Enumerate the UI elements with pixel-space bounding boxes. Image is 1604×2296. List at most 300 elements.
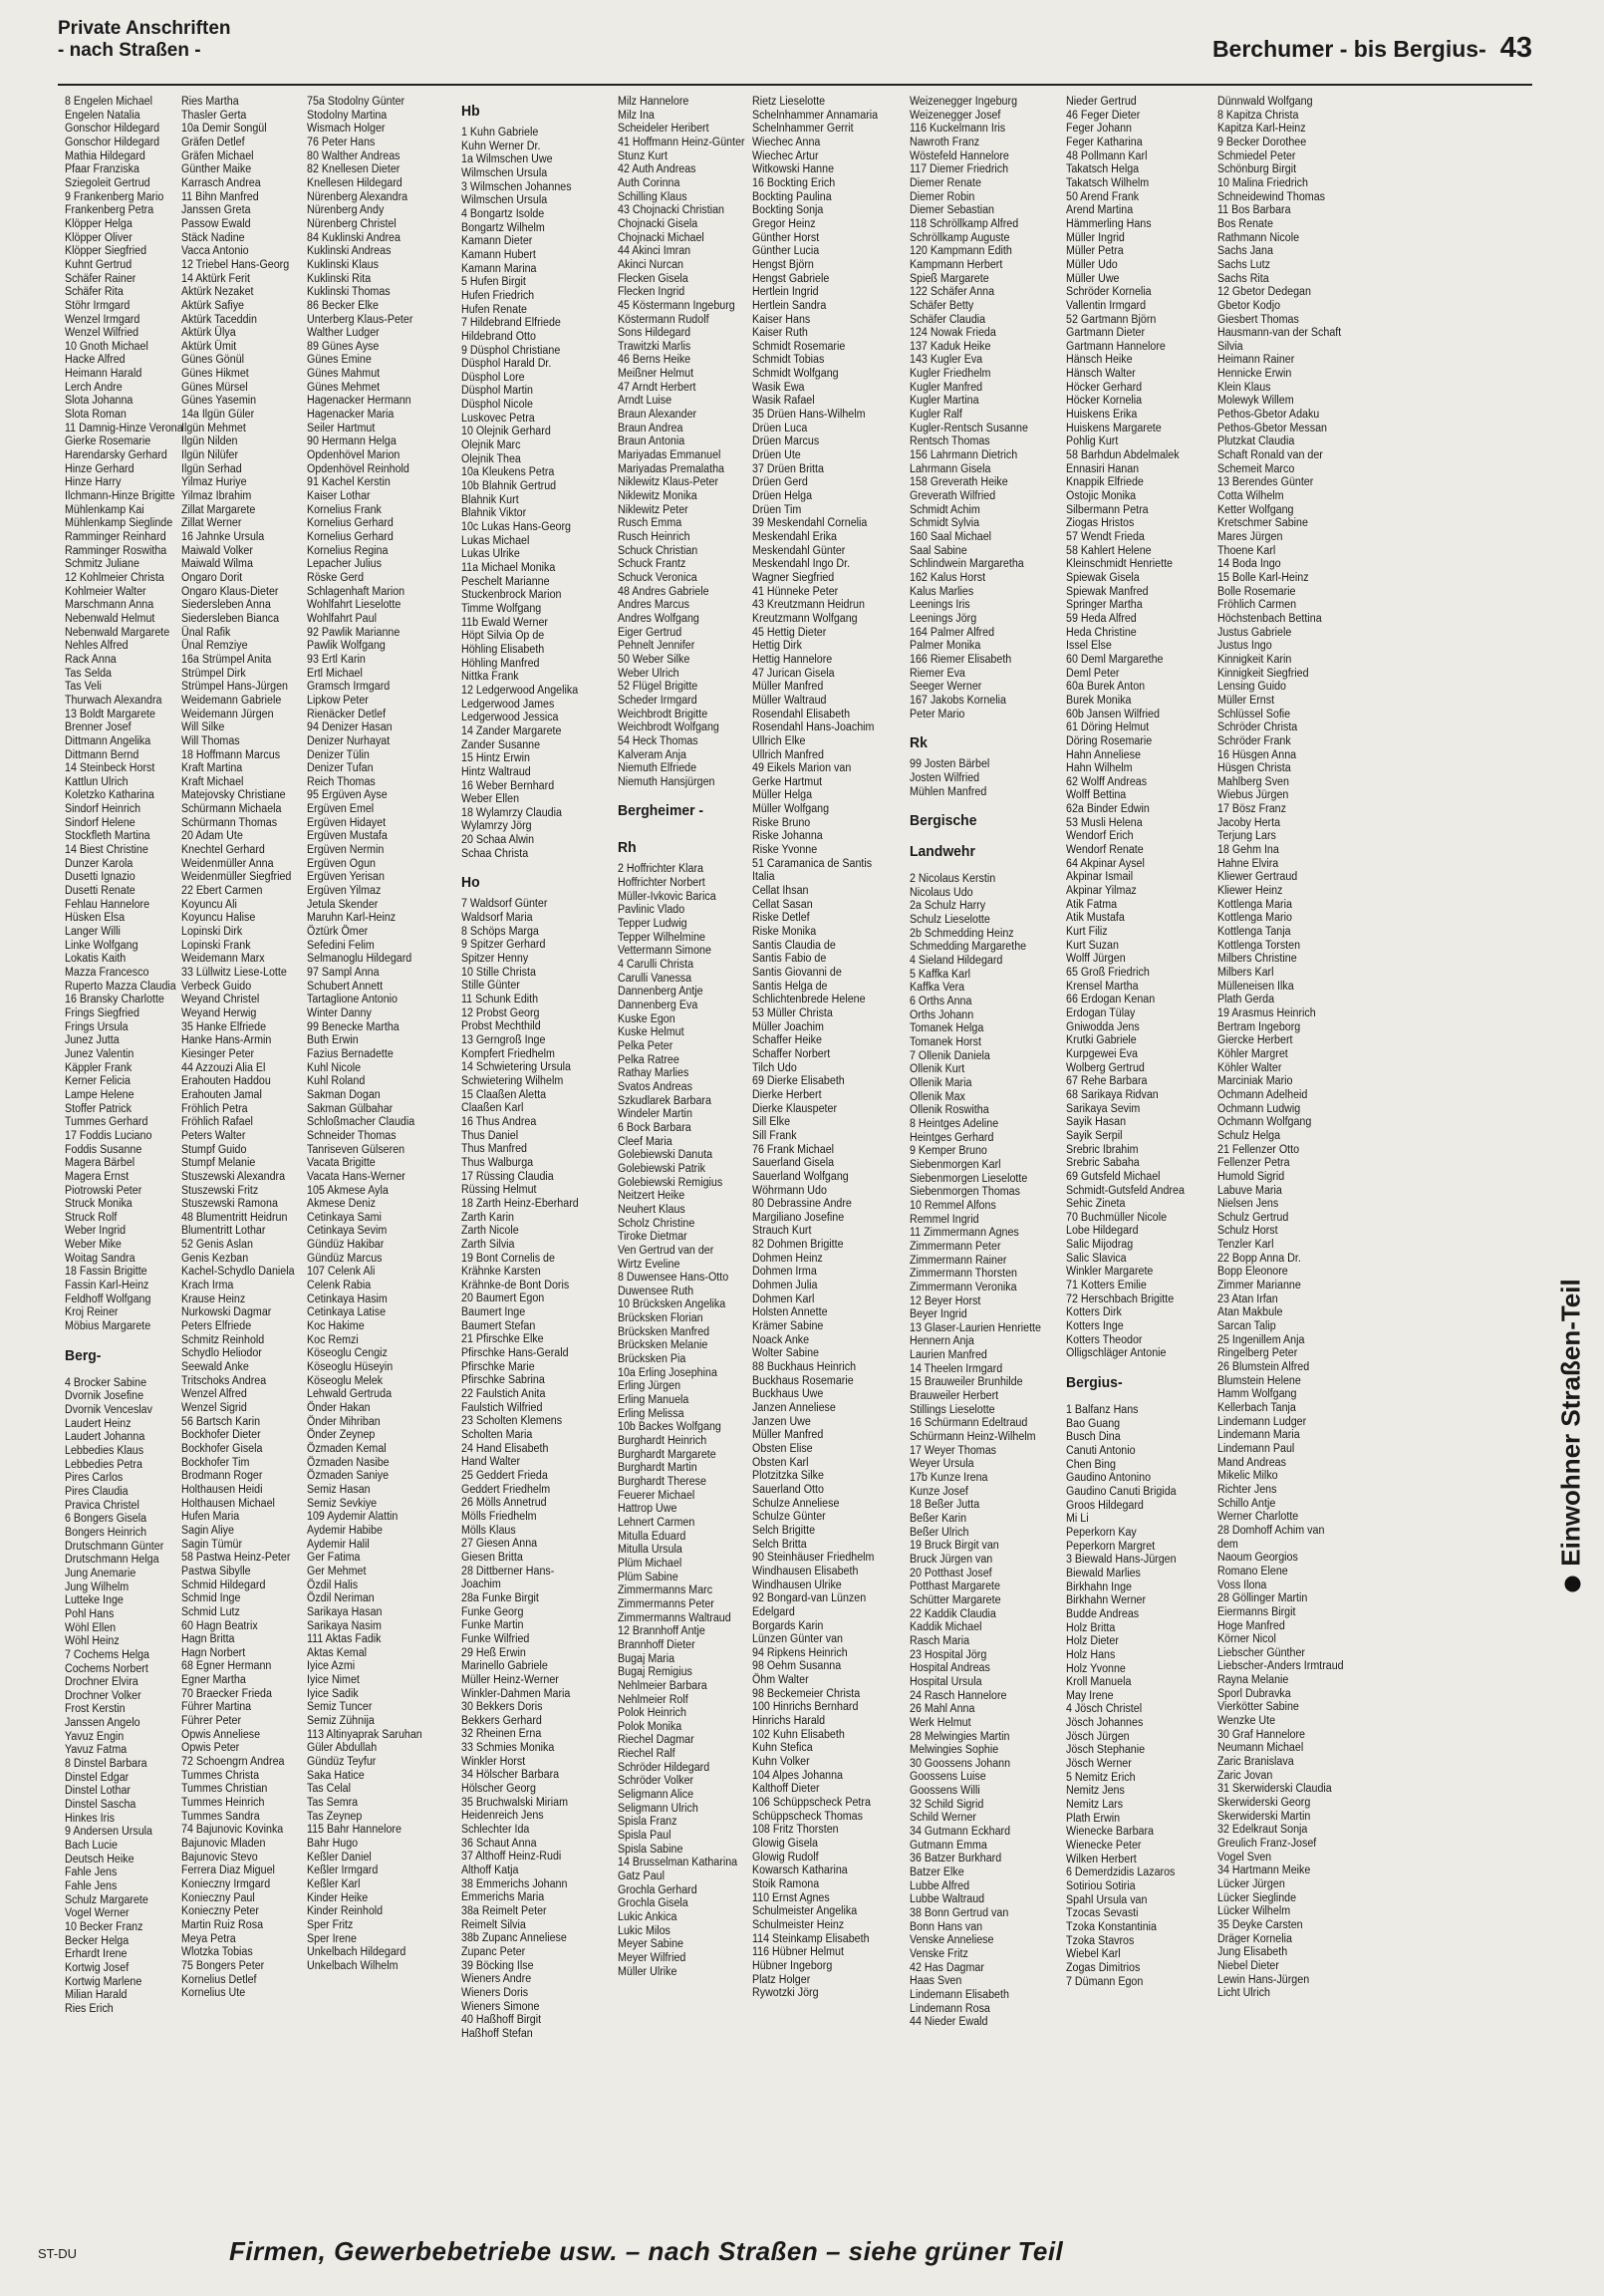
resident-entry: Kachel-Schydlo Daniela <box>181 1266 295 1279</box>
resident-entry: Labuve Maria <box>1217 1184 1282 1197</box>
resident-entry: Baumert Inge <box>461 1306 526 1319</box>
resident-entry: 162 Kalus Horst <box>910 571 986 584</box>
resident-entry: Atik Fatma <box>1066 898 1118 911</box>
resident-entry: Kattlun Ulrich <box>65 775 129 788</box>
resident-entry: 14 Steinbeck Horst <box>65 762 155 775</box>
resident-entry: Aydemir Habibe <box>307 1524 383 1537</box>
resident-entry: Kleinschmidt Henriette <box>1066 558 1174 571</box>
resident-entry: Drutschmann Helga <box>65 1554 159 1567</box>
resident-entry: 2b Schmedding Heinz <box>910 927 1014 940</box>
resident-entry: 35 Hanke Elfriede <box>181 1020 267 1033</box>
resident-entry: Dünnwald Wolfgang <box>1217 96 1313 108</box>
resident-entry: 116 Kuckelmann Iris <box>910 123 1006 136</box>
resident-entry: Feger Johann <box>1066 123 1133 136</box>
resident-entry: Tanriseven Gülseren <box>307 1143 405 1156</box>
resident-entry: Milian Harald <box>65 1989 128 2002</box>
resident-entry: Maiwald Wilma <box>181 558 253 571</box>
resident-entry: Lücker Wilhelm <box>1217 1905 1291 1918</box>
resident-entry: 11 Bos Barbara <box>1217 204 1291 217</box>
resident-entry: 6 Orths Anna <box>910 996 972 1008</box>
street-heading: Rk <box>910 734 928 752</box>
resident-entry: Kellerbach Tanja <box>1217 1402 1296 1414</box>
resident-entry: Zimmermann Peter <box>910 1240 1001 1253</box>
resident-entry: Holthausen Michael <box>181 1497 275 1510</box>
resident-entry: Kraft Martina <box>181 762 243 775</box>
resident-entry: 13 Boldt Margarete <box>65 708 155 720</box>
resident-entry: Margiliano Josefine <box>752 1211 845 1224</box>
resident-entry: 48 Andres Gabriele <box>618 585 709 598</box>
resident-entry: Tas Semra <box>307 1797 359 1810</box>
resident-entry: Frings Siegfried <box>65 1006 139 1019</box>
resident-entry: Sachs Jana <box>1217 245 1273 258</box>
resident-entry: Thurwach Alexandra <box>65 694 162 707</box>
resident-entry: Plutzkat Claudia <box>1217 435 1295 448</box>
resident-entry: Siebenmorgen Thomas <box>910 1186 1020 1199</box>
resident-entry: 5 Nemitz Erich <box>1066 1771 1136 1784</box>
resident-entry: Kowarsch Katharina <box>752 1865 848 1877</box>
resident-entry: Bolle Rosemarie <box>1217 585 1296 598</box>
resident-entry: 11b Ewald Werner <box>461 616 548 629</box>
resident-entry: 9 Spitzer Gerhard <box>461 939 546 952</box>
resident-entry: Meskendahl Günter <box>752 544 846 557</box>
resident-entry: Tzoka Konstantinia <box>1066 1920 1157 1933</box>
resident-entry: Feuerer Michael <box>618 1489 695 1502</box>
resident-entry: Jung Wilhelm <box>65 1580 130 1593</box>
resident-entry: Mariyadas Premalatha <box>618 462 725 475</box>
resident-entry: Semiz Hasan <box>307 1483 371 1496</box>
resident-entry: 13 Berendes Günter <box>1217 476 1314 489</box>
resident-entry: Selch Britta <box>752 1538 807 1551</box>
street-heading: Rh <box>618 839 637 857</box>
resident-entry: Giesbert Thomas <box>1217 313 1299 326</box>
resident-entry: Nehles Alfred <box>65 640 129 653</box>
resident-entry: 34 Hölscher Barbara <box>461 1769 560 1782</box>
resident-entry: Vacata Brigitte <box>307 1157 376 1170</box>
resident-entry: Bugaj Remigius <box>618 1666 692 1679</box>
resident-entry: Schröder Hildegard <box>618 1761 710 1774</box>
resident-entry: Matejovsky Christiane <box>181 789 286 802</box>
resident-entry: Ledgerwood James <box>461 698 555 711</box>
resident-entry: Orths Johann <box>910 1008 974 1021</box>
resident-entry: Seiler Hartmut <box>307 422 376 434</box>
resident-entry: Svatos Andreas <box>618 1080 692 1093</box>
resident-entry: Hengst Gabriele <box>752 272 830 285</box>
resident-entry: Sarikaya Hasan <box>307 1605 383 1618</box>
resident-entry: Zimmer Marianne <box>1217 1280 1301 1292</box>
resident-entry: Rienäcker Detlef <box>307 708 387 720</box>
resident-entry: 18 Hoffmann Marcus <box>181 748 281 761</box>
resident-entry: Dinstel Lothar <box>65 1785 132 1798</box>
resident-entry: Santis Fabio de <box>752 953 827 966</box>
resident-entry: 34 Hartmann Meike <box>1217 1865 1311 1877</box>
resident-entry: Scholten Maria <box>461 1429 533 1442</box>
resident-entry: 33 Schmies Monika <box>461 1742 555 1755</box>
resident-entry: Tummes Heinrich <box>181 1797 265 1810</box>
resident-entry: Jösch Jürgen <box>1066 1730 1130 1743</box>
resident-entry: Vacca Antonio <box>181 245 249 258</box>
resident-entry: Tummes Sandra <box>181 1810 260 1823</box>
resident-entry: 42 Has Dagmar <box>910 1961 984 1974</box>
resident-entry: Wienecke Peter <box>1066 1840 1142 1853</box>
resident-entry: Zillat Werner <box>181 517 242 530</box>
resident-entry: 14 Theelen Irmgard <box>910 1362 1003 1375</box>
resident-entry: Klöpper Siegfried <box>65 245 147 258</box>
resident-entry: 9 Frankenberg Mario <box>65 190 164 203</box>
resident-entry: Brücksken Melanie <box>618 1339 708 1352</box>
resident-entry: Gräfen Detlef <box>181 136 245 148</box>
resident-entry: Kalthoff Dieter <box>752 1783 820 1796</box>
resident-entry: Kotters Dirk <box>1066 1306 1122 1319</box>
resident-entry: 29 Heß Erwin <box>461 1646 526 1659</box>
resident-entry: Hübner Ingeborg <box>752 1959 833 1972</box>
resident-entry: Chojnacki Gisela <box>618 217 698 230</box>
resident-entry: Stumpf Melanie <box>181 1157 256 1170</box>
resident-entry: Sakman Gülbahar <box>307 1102 394 1115</box>
resident-entry: Gniwodda Jens <box>1066 1020 1140 1033</box>
resident-entry: 94 Ripkens Heinrich <box>752 1646 848 1659</box>
resident-entry: Walther Ludger <box>307 327 380 340</box>
resident-entry: 76 Peter Hans <box>307 136 376 148</box>
resident-entry: Janssen Greta <box>181 204 251 217</box>
resident-entry: 18 Fassin Brigitte <box>65 1266 147 1279</box>
resident-entry: Lehnert Carmen <box>618 1516 695 1529</box>
resident-entry: 10 Becker Franz <box>65 1920 143 1933</box>
resident-entry: Niemuth Elfriede <box>618 762 697 775</box>
resident-entry: 19 Arasmus Heinrich <box>1217 1006 1316 1019</box>
resident-entry: Golebiewski Patrik <box>618 1162 705 1175</box>
resident-entry: Hinze Gerhard <box>65 462 134 475</box>
resident-entry: Köhler Margret <box>1217 1047 1288 1060</box>
resident-entry: Semiz Sevkiye <box>307 1497 378 1510</box>
resident-entry: Bockting Sonja <box>752 204 824 217</box>
resident-entry: Scheder Irmgard <box>618 694 697 707</box>
resident-entry: 10 Remmel Alfons <box>910 1199 996 1212</box>
resident-entry: Hoffrichter Norbert <box>618 877 705 890</box>
resident-entry: Kuklinski Andreas <box>307 245 392 258</box>
resident-entry: 12 Brannhoff Antje <box>618 1625 705 1638</box>
resident-entry: Bach Lucie <box>65 1840 118 1853</box>
resident-entry: Koc Hakime <box>307 1320 365 1333</box>
resident-entry: 11 Schunk Edith <box>461 994 539 1006</box>
resident-entry: Engelen Natalia <box>65 109 140 122</box>
resident-entry: Neumann Michael <box>1217 1742 1304 1755</box>
resident-entry: Kraft Michael <box>181 775 244 788</box>
resident-entry: Schmidt Tobias <box>752 354 825 367</box>
resident-entry: 100 Hinrichs Bernhard <box>752 1701 859 1714</box>
resident-entry: Spitzer Henny <box>461 953 529 966</box>
resident-entry: Sons Hildegard <box>618 327 691 340</box>
resident-entry: Huiskens Margarete <box>1066 422 1162 434</box>
resident-entry: 22 Ebert Carmen <box>181 885 263 898</box>
resident-entry: Spahl Ursula van <box>1066 1893 1148 1906</box>
resident-entry: Schubert Annett <box>307 980 384 993</box>
side-tab-label: Einwohner Straßen-Teil <box>1555 1279 1586 1567</box>
resident-entry: Gramsch Irmgard <box>307 681 391 694</box>
resident-entry: Denizer Tülin <box>307 748 370 761</box>
resident-entry: Eiermanns Birgit <box>1217 1605 1296 1618</box>
page-number: 43 <box>1499 32 1532 64</box>
resident-entry: 44 Azzouzi Alia El <box>181 1061 266 1074</box>
resident-entry: Wöhrmann Udo <box>752 1184 827 1197</box>
resident-entry: Terjung Lars <box>1217 830 1276 843</box>
resident-entry: Wylamrzy Jörg <box>461 820 532 833</box>
resident-entry: Bos Renate <box>1217 217 1273 230</box>
resident-entry: 9 Andersen Ursula <box>65 1826 153 1839</box>
resident-entry: 72 Herschbach Brigitte <box>1066 1292 1175 1305</box>
resident-entry: Weizenegger Ingeburg <box>910 96 1018 108</box>
resident-entry: 14 Biest Christine <box>65 844 148 857</box>
resident-entry: Gündüz Teyfur <box>307 1756 377 1769</box>
resident-entry: Trawitzki Marlis <box>618 340 691 353</box>
resident-entry: Kaiser Lothar <box>307 490 371 503</box>
resident-entry: 111 Aktas Fadik <box>307 1633 382 1646</box>
resident-entry: Niemuth Hansjürgen <box>618 775 715 788</box>
resident-entry: Atan Makbule <box>1217 1306 1283 1319</box>
resident-entry: Schlichtenbrede Helene <box>752 994 866 1006</box>
resident-entry: Akpinar Ismail <box>1066 871 1134 884</box>
resident-entry: Ziogas Hristos <box>1066 517 1135 530</box>
resident-entry: Dierke Herbert <box>752 1088 822 1101</box>
resident-entry: Hennern Anja <box>910 1335 974 1348</box>
resident-entry: 68 Sarikaya Ridvan <box>1066 1088 1159 1101</box>
resident-entry: Grochla Gerhard <box>618 1883 697 1896</box>
resident-entry: 86 Becker Elke <box>307 299 379 312</box>
resident-entry: Olligschläger Antonie <box>1066 1347 1167 1360</box>
resident-entry: Melwingies Sophie <box>910 1744 999 1757</box>
resident-entry: 16 Bransky Charlotte <box>65 994 164 1006</box>
resident-entry: Santis Helga de <box>752 980 828 993</box>
resident-entry: Mathia Hildegard <box>65 149 145 162</box>
resident-entry: Dinstel Edgar <box>65 1771 130 1784</box>
resident-entry: Cetinkaya Hasim <box>307 1292 388 1305</box>
resident-entry: 10 Malina Friedrich <box>1217 176 1308 189</box>
resident-entry: Stunz Kurt <box>618 149 668 162</box>
resident-entry: Führer Peter <box>181 1715 242 1728</box>
resident-entry: 23 Scholten Klemens <box>461 1415 563 1428</box>
resident-entry: 19 Bruck Birgit van <box>910 1540 999 1553</box>
resident-entry: Erhardt Irene <box>65 1948 128 1961</box>
resident-entry: Heimann Harald <box>65 368 142 381</box>
resident-entry: 38b Zupanc Anneliese <box>461 1932 567 1945</box>
resident-entry: 36 Batzer Burkhard <box>910 1853 1002 1866</box>
resident-entry: 34 Gutmann Eckhard <box>910 1826 1011 1839</box>
resident-entry: 5 Kaffka Karl <box>910 968 971 981</box>
resident-entry: Reich Thomas <box>307 775 376 788</box>
resident-entry: Stockfleth Martina <box>65 830 150 843</box>
resident-entry: Dunzer Karola <box>65 857 134 870</box>
resident-entry: Jung Elisabeth <box>1217 1946 1288 1959</box>
resident-entry: Lahrmann Gisela <box>910 462 991 475</box>
resident-entry: Ongaro Dorit <box>181 571 243 584</box>
resident-entry: Kornelius Gerhard <box>307 517 394 530</box>
resident-entry: Opwis Peter <box>181 1742 240 1755</box>
resident-entry: Müller Udo <box>1066 258 1118 271</box>
directory-column <box>1217 96 1362 2198</box>
resident-entry: Sper Irene <box>307 1932 357 1945</box>
resident-entry: 106 Schüppscheck Petra <box>752 1797 871 1810</box>
resident-entry: Zarth Silvia <box>461 1238 515 1251</box>
resident-entry: Magera Ernst <box>65 1170 130 1183</box>
resident-entry: Richter Jens <box>1217 1483 1277 1496</box>
resident-entry: Hettig Dirk <box>752 640 802 653</box>
resident-entry: Kortwig Josef <box>65 1961 130 1974</box>
resident-entry: Müller Manfred <box>752 1429 824 1442</box>
resident-entry: Konieczny Irmgard <box>181 1877 271 1890</box>
resident-entry: Höchstenbach Bettina <box>1217 612 1322 625</box>
resident-entry: Tartaglione Antonio <box>307 994 398 1006</box>
resident-entry: 2a Schulz Harry <box>910 900 986 913</box>
resident-entry: Müller Ulrike <box>618 1965 677 1978</box>
resident-entry: Baumert Stefan <box>461 1319 536 1332</box>
resident-entry: Kinnigkeit Siegfried <box>1217 667 1309 680</box>
resident-entry: Önder Zeynep <box>307 1429 376 1442</box>
resident-entry: Schmidt Rosemarie <box>752 340 846 353</box>
resident-entry: 8 Schöps Marga <box>461 925 539 938</box>
resident-entry: Voss Ilona <box>1217 1578 1267 1591</box>
resident-entry: 46 Feger Dieter <box>1066 109 1141 122</box>
resident-entry: 60 Hagn Beatrix <box>181 1619 258 1632</box>
resident-entry: 14 Schwietering Ursula <box>461 1061 571 1074</box>
resident-entry: Seligmann Ulrich <box>618 1802 698 1815</box>
resident-entry: Kurt Suzan <box>1066 939 1119 952</box>
resident-entry: Spisla Sabine <box>618 1843 683 1856</box>
resident-entry: 22 Kaddik Claudia <box>910 1607 996 1620</box>
resident-entry: Brücksken Pia <box>618 1353 686 1366</box>
resident-entry: Burghardt Margarete <box>618 1448 716 1461</box>
resident-entry: Sarcan Talip <box>1217 1320 1276 1333</box>
resident-entry: 35 Drüen Hans-Wilhelm <box>752 409 866 422</box>
resident-entry: 26 Mahl Anna <box>910 1703 975 1716</box>
resident-entry: Akpinar Yilmaz <box>1066 885 1137 898</box>
resident-entry: Weidemann Gabriele <box>181 694 282 707</box>
resident-entry: Justus Gabriele <box>1217 626 1292 639</box>
resident-entry: 15 Bolle Karl-Heinz <box>1217 571 1309 584</box>
resident-entry: Budde Andreas <box>1066 1607 1140 1620</box>
resident-entry: Iyice Azmi <box>307 1660 356 1673</box>
street-heading: Bergius- <box>1066 1374 1123 1392</box>
resident-entry: 110 Ernst Agnes <box>752 1891 830 1904</box>
resident-entry: Hand Walter <box>461 1456 521 1469</box>
resident-entry: Schneider Thomas <box>307 1129 397 1142</box>
resident-entry: 3 Wilmschen Johannes <box>461 180 572 193</box>
resident-entry: Aktürk Nezaket <box>181 286 254 299</box>
resident-entry: Schürmann Michaela <box>181 803 282 816</box>
resident-entry: Srebric Sabaha <box>1066 1157 1140 1170</box>
street-heading: Bergheimer - <box>618 802 704 820</box>
resident-entry: Meya Petra <box>181 1932 236 1945</box>
resident-entry: Funke Martin <box>461 1619 524 1632</box>
resident-entry: Tilch Udo <box>752 1061 797 1074</box>
resident-entry: 3 Biewald Hans-Jürgen <box>1066 1554 1177 1567</box>
resident-entry: Bockhofer Tim <box>181 1456 250 1469</box>
resident-entry: 124 Nowak Frieda <box>910 327 996 340</box>
resident-entry: Bockhofer Gisela <box>181 1442 263 1455</box>
resident-entry: Nurkowski Dagmar <box>181 1306 272 1319</box>
resident-entry: 64 Akpinar Aysel <box>1066 857 1145 870</box>
resident-entry: 17 Weyer Thomas <box>910 1444 996 1457</box>
resident-entry: Struck Monika <box>65 1198 133 1211</box>
resident-entry: Cetinkaya Latise <box>307 1306 387 1319</box>
resident-entry: 30 Graf Hannelore <box>1217 1728 1306 1741</box>
resident-entry: Özdil Neriman <box>307 1592 375 1605</box>
resident-entry: Körner Nicol <box>1217 1633 1276 1646</box>
resident-entry: Schmitz Reinhold <box>181 1333 265 1346</box>
resident-entry: Junez Valentin <box>65 1047 134 1060</box>
resident-entry: Bajunovic Stevo <box>181 1851 258 1864</box>
resident-entry: Lampe Helene <box>65 1088 134 1101</box>
resident-entry: Lopinski Dirk <box>181 926 243 939</box>
resident-entry: Blahnik Kurt <box>461 493 519 506</box>
resident-entry: Ilchmann-Hinze Brigitte <box>65 490 175 503</box>
resident-entry: Giercke Herbert <box>1217 1034 1293 1047</box>
resident-entry: Wirtz Eveline <box>618 1258 680 1271</box>
resident-entry: Thus Manfred <box>461 1143 527 1156</box>
resident-entry: Sziegoleit Gertrud <box>65 176 150 189</box>
resident-entry: 19 Bont Cornelis de <box>461 1252 555 1265</box>
resident-entry: 6 Demerdzidis Lazaros <box>1066 1866 1176 1879</box>
resident-entry: Wasik Ewa <box>752 381 805 394</box>
resident-entry: Brodmann Roger <box>181 1470 263 1483</box>
resident-entry: Tiroke Dietmar <box>618 1231 687 1244</box>
resident-entry: 99 Josten Bärbel <box>910 758 990 771</box>
resident-entry: 51 Caramanica de Santis <box>752 857 873 870</box>
resident-entry: 53 Müller Christa <box>752 1006 833 1019</box>
resident-entry: Günes Mahmut <box>307 368 381 381</box>
resident-entry: Müller Joachim <box>752 1020 824 1033</box>
resident-entry: 59 Heda Alfred <box>1066 612 1137 625</box>
resident-entry: Ochmann Adelheid <box>1217 1088 1308 1101</box>
resident-entry: Werner Charlotte <box>1217 1511 1299 1524</box>
resident-entry: Ferrera Diaz Miguel <box>181 1865 275 1877</box>
resident-entry: Ollenik Kurt <box>910 1063 965 1076</box>
resident-entry: Fehlau Hannelore <box>65 898 150 911</box>
resident-entry: Magera Bärbel <box>65 1157 135 1170</box>
resident-entry: 62 Wolff Andreas <box>1066 775 1148 788</box>
resident-entry: Spiewak Gisela <box>1066 571 1140 584</box>
resident-entry: Ergüven Mustafa <box>307 830 388 843</box>
resident-entry: 15 Hintz Erwin <box>461 752 530 765</box>
resident-entry: Günes Yasemin <box>181 395 257 408</box>
resident-entry: Windhausen Ulrike <box>752 1578 842 1591</box>
resident-entry: Nehlmeier Rolf <box>618 1693 688 1706</box>
resident-entry: Schulz Gertrud <box>1217 1211 1289 1224</box>
header-left <box>58 18 231 62</box>
resident-entry: Pires Carlos <box>65 1472 124 1485</box>
resident-entry: Erdogan Tülay <box>1066 1006 1136 1019</box>
resident-entry: Heimann Rainer <box>1217 354 1295 367</box>
resident-entry: Cleef Maria <box>618 1135 672 1148</box>
resident-entry: Kornelius Ute <box>181 1987 246 2000</box>
resident-entry: dem <box>1217 1538 1238 1551</box>
resident-entry: Thasler Gerta <box>181 109 247 122</box>
resident-entry: Fazius Bernadette <box>307 1047 394 1060</box>
resident-entry: Riemer Eva <box>910 667 965 680</box>
resident-entry: Gerke Hartmut <box>752 775 823 788</box>
resident-entry: Goossens Luise <box>910 1771 986 1784</box>
resident-entry: Kuklinski Klaus <box>307 258 379 271</box>
resident-entry: Glowig Gisela <box>752 1838 818 1850</box>
resident-entry: Ergüven Yilmaz <box>307 885 382 898</box>
resident-entry: Ullrich Elke <box>752 734 806 747</box>
resident-entry: Schäfer Rainer <box>65 272 136 285</box>
resident-entry: 71 Kotters Emilie <box>1066 1280 1147 1292</box>
resident-entry: Janssen Angelo <box>65 1717 140 1730</box>
resident-entry: Schröder Frank <box>1217 734 1291 747</box>
resident-entry: Kamann Hubert <box>461 248 536 261</box>
resident-entry: Denizer Nurhayat <box>307 734 391 747</box>
resident-entry: 80 Debrassine Andre <box>752 1198 852 1211</box>
resident-entry: 90 Hermann Helga <box>307 435 397 448</box>
